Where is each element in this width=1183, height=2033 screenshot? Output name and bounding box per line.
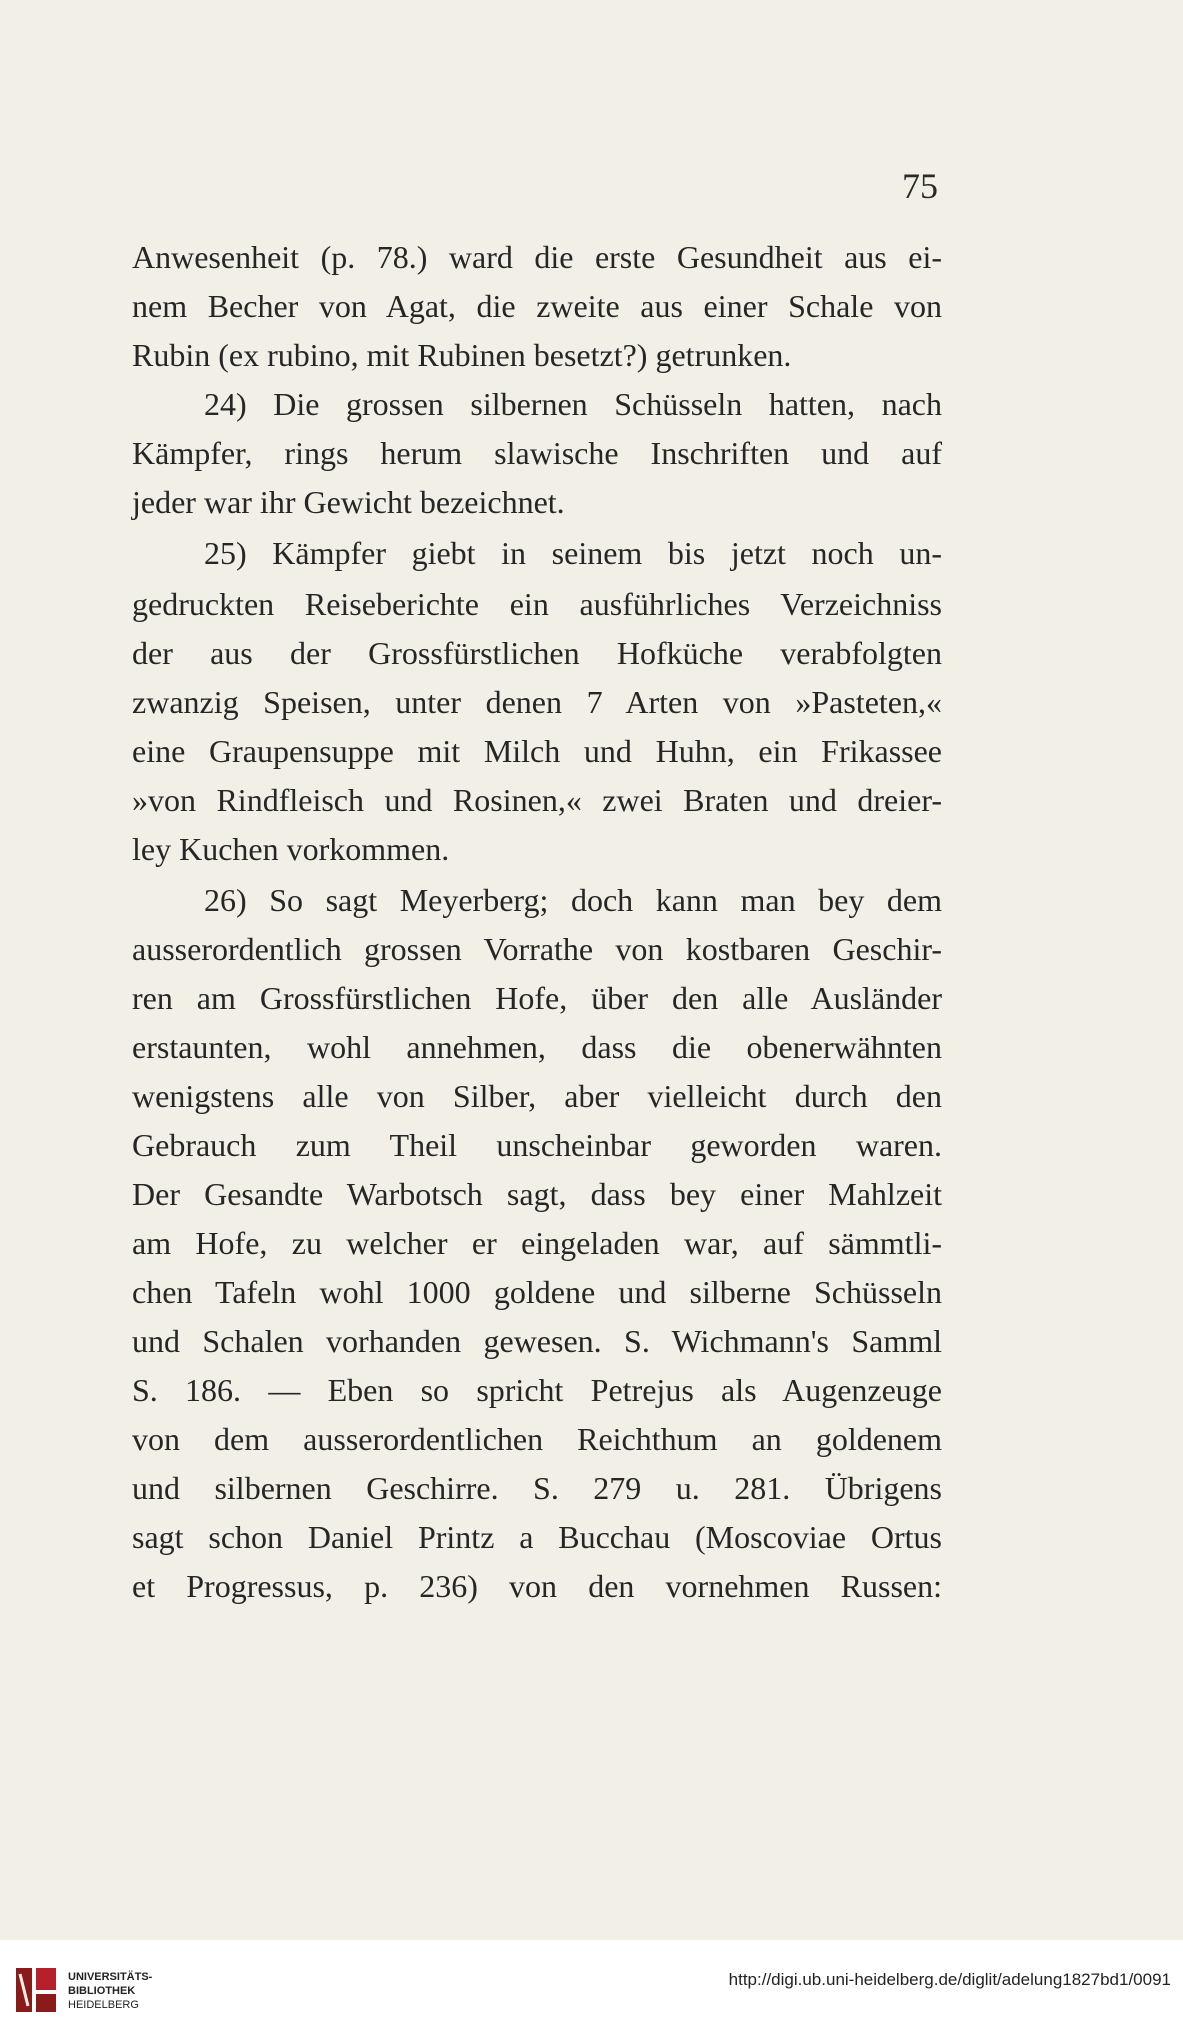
text-line: und Schalen vorhanden gewesen. S. Wichmann's Samml [132, 1323, 942, 1359]
text-line: ausserordentlich grossen Vorrathe von kostbaren Geschir- [132, 931, 942, 967]
text-line: chen Tafeln wohl 1000 goldene und silberne Schüsseln [132, 1274, 942, 1310]
text-line: Der Gesandte Warbotsch sagt, dass bey einer Mahlzeit [132, 1176, 942, 1212]
text-line: sagt schon Daniel Printz a Bucchau (Moscoviae Ortus [132, 1519, 942, 1555]
text-line: et Progressus, p. 236) von den vornehmen Russen: [132, 1568, 942, 1604]
text-line: nem Becher von Agat, die zweite aus einer Schale von [132, 288, 942, 324]
text-line: erstaunten, wohl annehmen, dass die obenerwähnten [132, 1029, 942, 1065]
source-url-link[interactable]: http://digi.ub.uni-heidelberg.de/diglit/adelung1827bd1/0091 [728, 1970, 1171, 1989]
text-line: Kämpfer, rings herum slawische Inschriften und auf [132, 435, 942, 471]
logo-line2: BIBLIOTHEK [68, 1985, 136, 1997]
logo-line3: HEIDELBERG [68, 1999, 139, 2011]
text-line: der aus der Grossfürstlichen Hofküche verabfolgten [132, 635, 942, 671]
text-line: 24) Die grossen silbernen Schüsseln hatten, nach [204, 386, 942, 422]
text-line: zwanzig Speisen, unter denen 7 Arten von »Pasteten,« [132, 684, 942, 720]
text-line: S. 186. — Eben so spricht Petrejus als Augenzeuge [132, 1372, 942, 1408]
text-line: eine Graupensuppe mit Milch und Huhn, ein Frikassee [132, 733, 942, 769]
text-line: Rubin (ex rubino, mit Rubinen besetzt?) getrunken. [132, 337, 792, 373]
footer-bar [0, 1940, 1183, 2033]
library-logo[interactable] [12, 1962, 172, 2022]
text-line: 25) Kämpfer giebt in seinem bis jetzt noch un- [204, 535, 942, 571]
text-line: Anwesenheit (p. 78.) ward die erste Gesundheit aus ei- [132, 239, 942, 275]
text-line: 26) So sagt Meyerberg; doch kann man bey dem [204, 882, 942, 918]
text-line: von dem ausserordentlichen Reichthum an goldenem [132, 1421, 942, 1457]
page-number: 75 [902, 166, 938, 206]
text-line: und silbernen Geschirre. S. 279 u. 281. Übrigens [132, 1470, 942, 1506]
library-seal-icon [12, 1962, 60, 2018]
text-line: ley Kuchen vorkommen. [132, 831, 450, 867]
text-line: »von Rindfleisch und Rosinen,« zwei Braten und dreier- [132, 782, 942, 818]
text-line: gedruckten Reiseberichte ein ausführliches Verzeichniss [132, 586, 942, 622]
text-line: wenigstens alle von Silber, aber vielleicht durch den [132, 1078, 942, 1114]
text-line: ren am Grossfürstlichen Hofe, über den alle Ausländer [132, 980, 942, 1016]
text-line: jeder war ihr Gewicht bezeichnet. [132, 484, 565, 520]
text-line: am Hofe, zu welcher er eingeladen war, auf sämmtli- [132, 1225, 942, 1261]
text-line: Gebrauch zum Theil unscheinbar geworden waren. [132, 1127, 942, 1163]
logo-line1: UNIVERSITÄTS- [68, 1971, 153, 1983]
